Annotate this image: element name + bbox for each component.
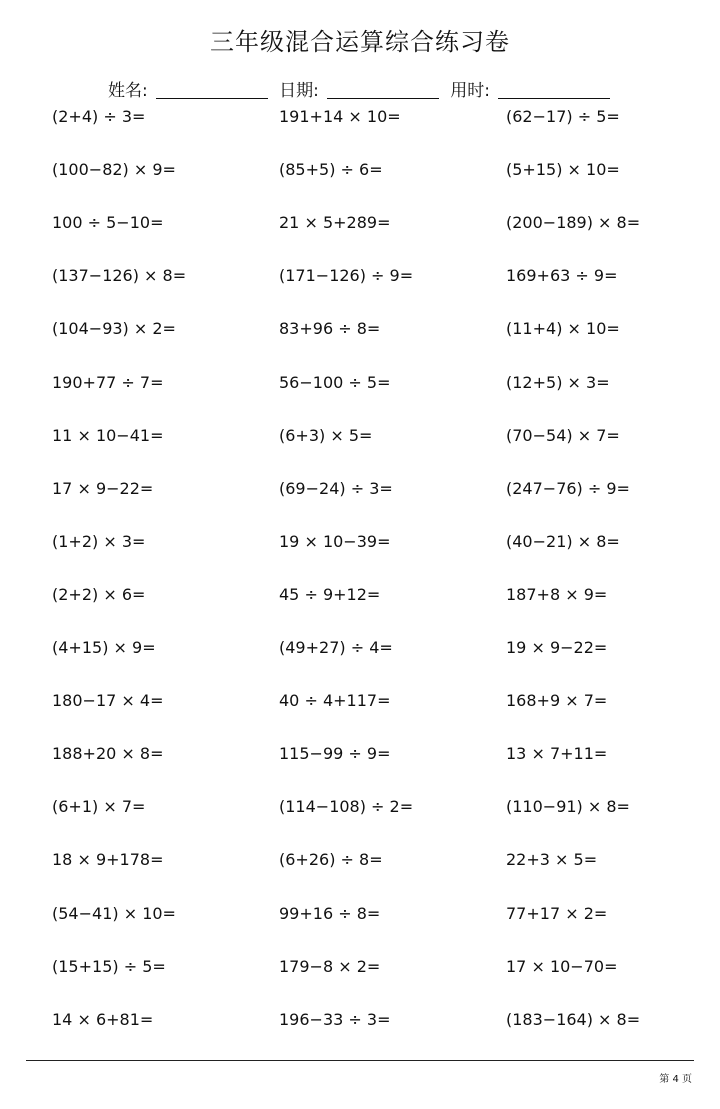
problem-item: (110−91) × 8= — [506, 797, 630, 816]
problem-item: (247−76) ÷ 9= — [506, 479, 630, 498]
problem-item: 179−8 × 2= — [279, 957, 381, 976]
time-blank[interactable] — [498, 82, 610, 99]
problem-item: (114−108) ÷ 2= — [279, 797, 414, 816]
problem-item: 99+16 ÷ 8= — [279, 904, 381, 923]
problem-row — [0, 423, 720, 449]
problem-item: 83+96 ÷ 8= — [279, 319, 381, 338]
problem-item: 19 × 9−22= — [506, 638, 608, 657]
problem-item: (171−126) ÷ 9= — [279, 266, 414, 285]
problem-row — [0, 476, 720, 502]
problem-item: (6+3) × 5= — [279, 426, 373, 445]
problem-item: 100 ÷ 5−10= — [52, 213, 164, 232]
problem-item: 187+8 × 9= — [506, 585, 608, 604]
problem-item: (104−93) × 2= — [52, 319, 176, 338]
name-blank[interactable] — [156, 82, 268, 99]
problem-row — [0, 157, 720, 183]
problem-item: 169+63 ÷ 9= — [506, 266, 618, 285]
name-label: 姓名: — [108, 81, 148, 101]
name-field[interactable] — [108, 76, 268, 101]
problem-item: (15+15) ÷ 5= — [52, 957, 166, 976]
problem-item: (62−17) ÷ 5= — [506, 107, 620, 126]
problem-item: (200−189) × 8= — [506, 213, 641, 232]
problem-row — [0, 529, 720, 555]
problem-row — [0, 794, 720, 820]
problem-item: (2+2) × 6= — [52, 585, 146, 604]
problem-item: (100−82) × 9= — [52, 160, 176, 179]
problem-item: (11+4) × 10= — [506, 319, 620, 338]
problem-item: (183−164) × 8= — [506, 1010, 641, 1029]
problem-row — [0, 370, 720, 396]
problem-item: 17 × 10−70= — [506, 957, 618, 976]
problem-item: 13 × 7+11= — [506, 744, 608, 763]
problem-item: 40 ÷ 4+117= — [279, 691, 391, 710]
problem-item: 11 × 10−41= — [52, 426, 164, 445]
problem-item: (2+4) ÷ 3= — [52, 107, 146, 126]
problem-row — [0, 741, 720, 767]
page-title: 三年级混合运算综合练习卷 — [210, 28, 510, 56]
problem-item: (1+2) × 3= — [52, 532, 146, 551]
problem-item: 190+77 ÷ 7= — [52, 373, 164, 392]
problem-item: 18 × 9+178= — [52, 850, 164, 869]
problem-row — [0, 1007, 720, 1033]
date-field[interactable] — [279, 76, 439, 101]
problem-row — [0, 847, 720, 873]
problem-item: (70−54) × 7= — [506, 426, 620, 445]
problem-item: (137−126) × 8= — [52, 266, 187, 285]
problem-row — [0, 688, 720, 714]
problem-item: 14 × 6+81= — [52, 1010, 154, 1029]
problem-item: 196−33 ÷ 3= — [279, 1010, 391, 1029]
problem-row — [0, 954, 720, 980]
problem-row — [0, 263, 720, 289]
problem-item: 77+17 × 2= — [506, 904, 608, 923]
problem-row — [0, 104, 720, 130]
problem-item: 115−99 ÷ 9= — [279, 744, 391, 763]
page-number: 第 4 页 — [659, 1074, 692, 1085]
problem-item: 180−17 × 4= — [52, 691, 164, 710]
student-info-row — [108, 76, 610, 101]
problem-item: 168+9 × 7= — [506, 691, 608, 710]
problem-row — [0, 582, 720, 608]
problem-item: (69−24) ÷ 3= — [279, 479, 393, 498]
problem-item: 45 ÷ 9+12= — [279, 585, 381, 604]
problem-item: (54−41) × 10= — [52, 904, 176, 923]
problem-item: 19 × 10−39= — [279, 532, 391, 551]
date-blank[interactable] — [327, 82, 439, 99]
problem-item: (85+5) ÷ 6= — [279, 160, 383, 179]
problem-row — [0, 316, 720, 342]
problem-item: (6+26) ÷ 8= — [279, 850, 383, 869]
problem-item: 21 × 5+289= — [279, 213, 391, 232]
time-field[interactable] — [450, 76, 610, 101]
problem-item: (6+1) × 7= — [52, 797, 146, 816]
date-label: 日期: — [279, 81, 319, 101]
problem-item: (12+5) × 3= — [506, 373, 610, 392]
problem-item: (5+15) × 10= — [506, 160, 620, 179]
problem-item: 22+3 × 5= — [506, 850, 598, 869]
problem-item: 56−100 ÷ 5= — [279, 373, 391, 392]
problem-item: (4+15) × 9= — [52, 638, 156, 657]
problem-item: (40−21) × 8= — [506, 532, 620, 551]
problem-item: 191+14 × 10= — [279, 107, 401, 126]
problem-item: 188+20 × 8= — [52, 744, 164, 763]
problem-row — [0, 210, 720, 236]
problem-item: 17 × 9−22= — [52, 479, 154, 498]
problem-row — [0, 901, 720, 927]
time-label: 用时: — [450, 81, 491, 101]
problem-row — [0, 635, 720, 661]
problem-item: (49+27) ÷ 4= — [279, 638, 393, 657]
footer-divider — [26, 1060, 694, 1061]
